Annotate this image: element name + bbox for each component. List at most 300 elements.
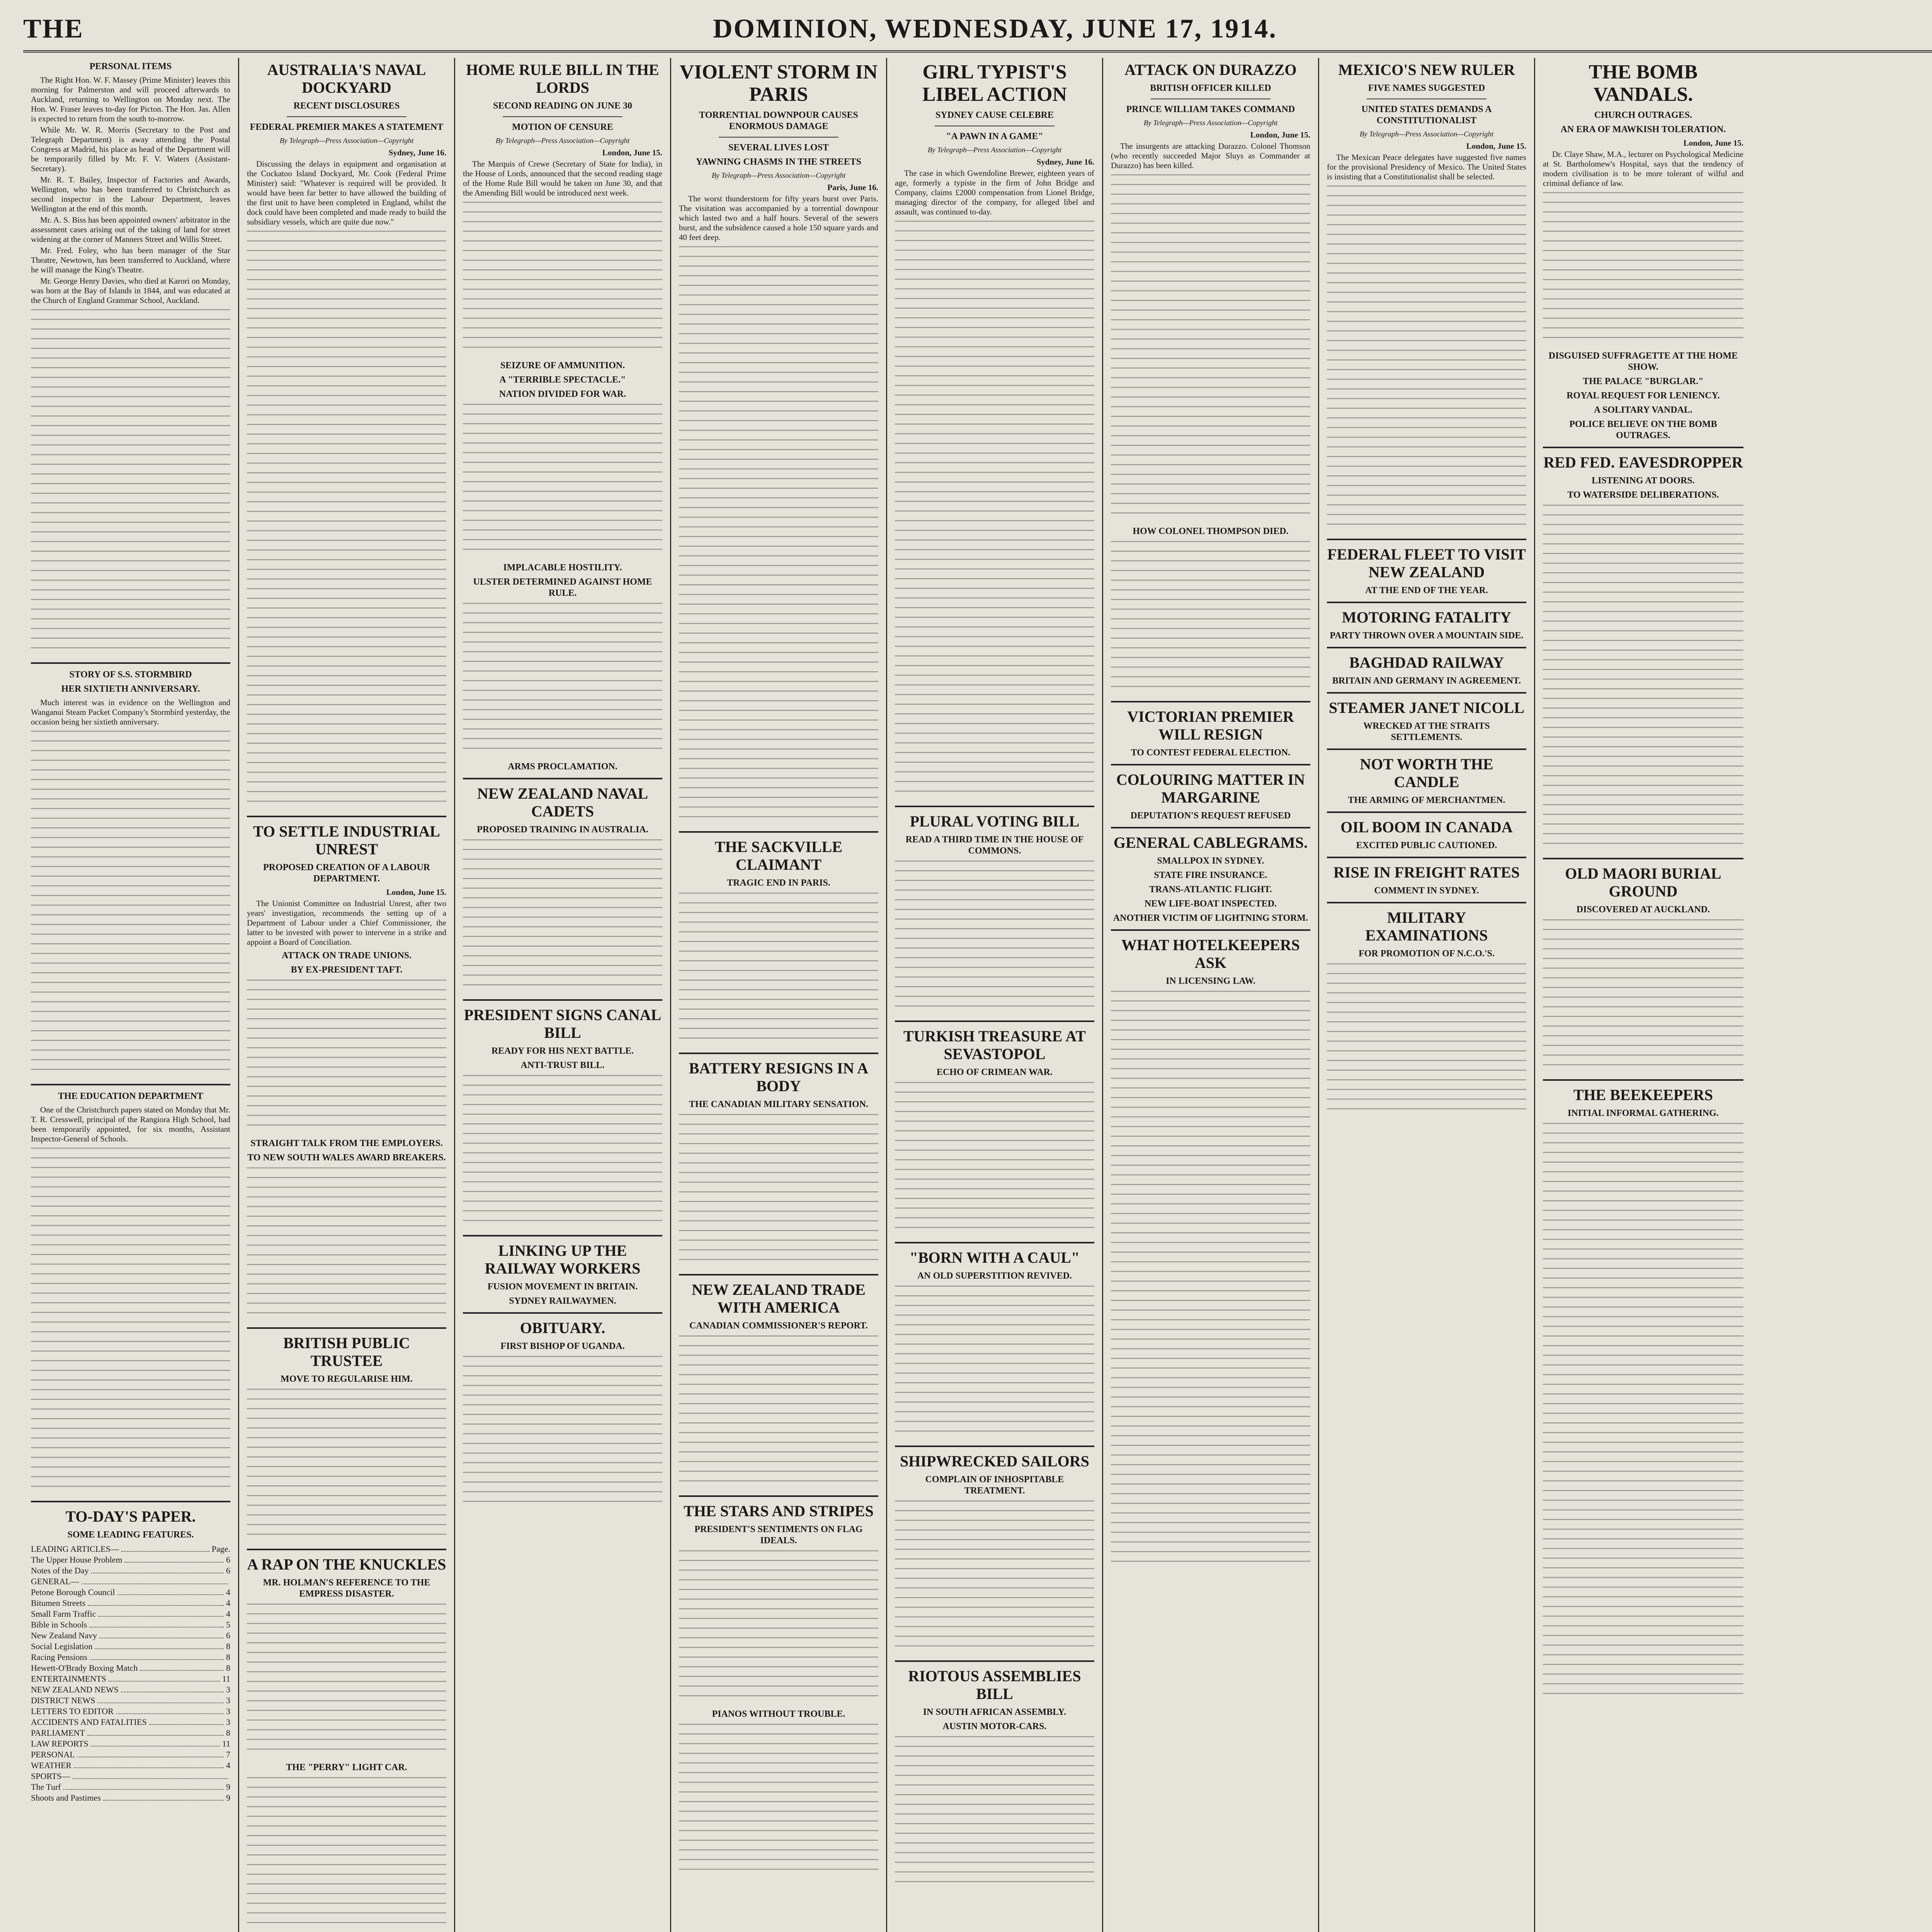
divider [895, 1446, 1094, 1447]
body-text-block [463, 603, 662, 757]
body-text-block [463, 1356, 662, 1510]
masthead-the: THE [23, 14, 84, 44]
born-with-caul-headline: "BORN WITH A CAUL" [909, 1249, 1080, 1266]
leader-dots [121, 1544, 209, 1552]
canal-bill-subheading: READY FOR HIS NEXT BATTLE. [491, 1046, 634, 1056]
divider [463, 1312, 662, 1314]
index-entry-page: 9 [226, 1793, 230, 1803]
motoring-subheading: PARTY THROWN OVER A MOUNTAIN SIDE. [1330, 631, 1524, 641]
article-paragraph: The insurgents are attacking Durazzo. Colonel Thomson (who recently succeeded Major Sluys as Commander at Durazzo) has been killed. [1111, 141, 1310, 170]
press-credit: By Telegraph—Press Association—Copyright [711, 172, 846, 180]
federal-fleet-subheading: AT THE END OF THE YEAR. [1365, 585, 1488, 595]
hostility-subheading: IMPLACABLE HOSTILITY. [503, 563, 622, 573]
index-entry-label: New Zealand Navy [31, 1631, 97, 1640]
victorian-premier-subheading: TO CONTEST FEDERAL ELECTION. [1131, 748, 1291, 758]
lives-lost-subheading: SEVERAL LIVES LOST [728, 143, 829, 153]
arms-subheading: ARMS PROCLAMATION. [508, 762, 617, 772]
index-entry-label: DISTRICT NEWS [31, 1696, 95, 1705]
index-entry-label: SPORTS— [31, 1771, 70, 1781]
leader-dots [77, 1749, 224, 1757]
body-text-block [463, 202, 662, 356]
railway-workers-subheading: FUSION MOVEMENT IN BRITAIN. [487, 1282, 638, 1292]
mexico-headline: MEXICO'S NEW RULER [1338, 61, 1515, 78]
military-exams-subheading: FOR PROMOTION OF N.C.O.'S. [1359, 949, 1495, 959]
index-entry [31, 1771, 230, 1782]
perry-car-subheading: THE "PERRY" LIGHT CAR. [286, 1762, 407, 1772]
index-entry-page: 3 [226, 1685, 230, 1694]
straight-talk-subheading: STRAIGHT TALK FROM THE EMPLOYERS. [250, 1138, 443, 1148]
todays-paper-subheading: SOME LEADING FEATURES. [67, 1530, 194, 1540]
divider [1543, 447, 1743, 448]
waterside-subheading: TO WATERSIDE DELIBERATIONS. [1567, 490, 1719, 500]
dateline: Sydney, June 16. [1036, 157, 1094, 167]
press-credit: By Telegraph—Press Association—Copyright [495, 137, 630, 145]
body-text-block [895, 1286, 1094, 1440]
leader-dots [99, 1630, 224, 1638]
divider [679, 1495, 878, 1497]
leader-dots [87, 1728, 224, 1736]
column-3 [455, 58, 671, 1932]
index-entry-page: 8 [226, 1728, 230, 1738]
leader-dots [91, 1738, 220, 1747]
divider [1327, 811, 1526, 813]
body-text-block [247, 231, 446, 810]
durazzo-subheading: BRITISH OFFICER KILLED [1150, 83, 1271, 93]
dateline: London, June 15. [1250, 130, 1310, 139]
mexico-subheading: FIVE NAMES SUGGESTED [1368, 83, 1485, 93]
mawkish-toleration-subheading: AN ERA OF MAWKISH TOLERATION. [1560, 124, 1726, 134]
divider [1111, 827, 1310, 828]
body-text-block [679, 246, 878, 826]
canal-bill-headline: PRESIDENT SIGNS CANAL BILL [464, 1006, 662, 1041]
index-entry [31, 1544, 230, 1554]
ulster-subheading: ULSTER DETERMINED AGAINST HOME RULE. [473, 577, 652, 598]
janet-nicoll-subheading: WRECKED AT THE STRAITS SETTLEMENTS. [1363, 721, 1490, 742]
divider [463, 1235, 662, 1236]
body-text-block [679, 1550, 878, 1705]
censure-subheading: MOTION OF CENSURE [512, 122, 613, 132]
index-entry-page: 3 [226, 1706, 230, 1716]
police-subheading: POLICE BELIEVE ON THE BOMB OUTRAGES. [1569, 419, 1717, 440]
body-text-block [1543, 1123, 1743, 1702]
divider [1543, 1079, 1743, 1081]
freight-rates-subheading: COMMENT IN SYDNEY. [1374, 886, 1479, 896]
dateline: London, June 15. [1683, 138, 1743, 148]
index-entry [31, 1609, 230, 1619]
column-5 [887, 58, 1103, 1932]
body-text-block [463, 1075, 662, 1230]
index-entry [31, 1630, 230, 1641]
leader-dots [63, 1782, 224, 1790]
body-text-block [1327, 963, 1526, 1118]
divider [503, 116, 622, 117]
prince-william-subheading: PRINCE WILLIAM TAKES COMMAND [1126, 104, 1295, 114]
dateline: London, June 15. [386, 888, 446, 897]
divider [895, 1242, 1094, 1243]
index-entry-page: 9 [226, 1782, 230, 1792]
divider [31, 662, 230, 664]
award-breakers-subheading: TO NEW SOUTH WALES AWARD BREAKERS. [247, 1153, 446, 1163]
leader-dots [91, 1565, 224, 1573]
candle-subheading: THE ARMING OF MERCHANTMEN. [1348, 795, 1505, 805]
index-entry-label: WEATHER [31, 1760, 72, 1770]
shipwrecked-headline: SHIPWRECKED SAILORS [900, 1452, 1090, 1470]
margarine-subheading: DEPUTATION'S REQUEST REFUSED [1130, 811, 1291, 821]
index-entry-label: Shoots and Pastimes [31, 1793, 101, 1803]
article-paragraph: The Marquis of Crewe (Secretary of State for India), in the House of Lords, announced that the second reading stage of the Home Rule Bill would be taken on June 30, and that the Amending Bill would be introduced next week. [463, 159, 662, 197]
thompson-subheading: HOW COLONEL THOMPSON DIED. [1133, 526, 1289, 536]
dateline: London, June 15. [602, 148, 662, 157]
freight-rates-headline: RISE IN FREIGHT RATES [1333, 864, 1520, 881]
federal-fleet-headline: FEDERAL FLEET TO VISIT NEW ZEALAND [1327, 546, 1526, 581]
home-rule-subheading: SECOND READING ON JUNE 30 [493, 101, 633, 111]
divided-subheading: NATION DIVIDED FOR WAR. [499, 389, 626, 399]
divider [1327, 647, 1526, 648]
margarine-headline: COLOURING MATTER IN MARGARINE [1116, 771, 1305, 806]
index-entry-label: The Upper House Problem [31, 1555, 122, 1565]
index-entry-page: 6 [226, 1566, 230, 1575]
body-text-block [895, 1082, 1094, 1236]
index-entry [31, 1587, 230, 1598]
body-text-block [1543, 192, 1743, 347]
body-text-block [31, 1148, 230, 1495]
divider [1327, 857, 1526, 858]
sackville-headline: THE SACKVILLE CLAIMANT [714, 838, 843, 873]
index-entry-label: LEADING ARTICLES— [31, 1544, 119, 1554]
body-text-block [1111, 991, 1310, 1570]
index-entry [31, 1728, 230, 1738]
press-credit: By Telegraph—Press Association—Copyright [1359, 130, 1494, 138]
index-entry [31, 1760, 230, 1771]
leader-dots [149, 1717, 224, 1725]
index-entry-page: 8 [226, 1641, 230, 1651]
index-entry-page: 5 [226, 1620, 230, 1629]
motoring-headline: MOTORING FATALITY [1342, 609, 1512, 626]
dateline: London, June 15. [1466, 141, 1526, 151]
knuckles-headline: A RAP ON THE KNUCKLES [247, 1556, 446, 1573]
dateline: Paris, June 16. [827, 183, 878, 192]
taft-subheading: BY EX-PRESIDENT TAFT. [291, 965, 403, 975]
united-states-subheading: UNITED STATES DEMANDS A CONSTITUTIONALIST [1361, 104, 1492, 126]
candle-headline: NOT WORTH THE CANDLE [1360, 755, 1493, 791]
index-entry-page: 11 [222, 1739, 230, 1748]
industrial-unrest-headline: TO SETTLE INDUSTRIAL UNREST [253, 823, 440, 858]
smallpox-subheading: SMALLPOX IN SYDNEY. [1157, 856, 1264, 866]
libel-action-headline: GIRL TYPIST'S LIBEL ACTION [922, 61, 1067, 105]
index-entry-label: ENTERTAINMENTS [31, 1674, 106, 1684]
divider [287, 116, 406, 117]
index-entry-page: 4 [226, 1587, 230, 1597]
oil-boom-subheading: EXCITED PUBLIC CAUTIONED. [1356, 840, 1497, 850]
index-entry [31, 1749, 230, 1760]
personal-paragraph: While Mr. W. R. Morris (Secretary to the Post and Telegraph Department) is away attending the Postal Congress at Madrid, his place as head of the Department will be temporarily filled by Mr. F. V. Waters (Assistant-Secretary). [31, 125, 230, 173]
index-entry-label: Hewett-O'Brady Boxing Match [31, 1663, 138, 1673]
column-1 [23, 58, 239, 1932]
maori-burial-headline: OLD MAORI BURIAL GROUND [1565, 865, 1721, 900]
stars-stripes-headline: THE STARS AND STRIPES [684, 1502, 874, 1520]
battery-headline: BATTERY RESIGNS IN A BODY [689, 1060, 869, 1095]
divider [463, 999, 662, 1001]
page-number [1851, 15, 1932, 43]
knuckles-subheading: MR. HOLMAN'S REFERENCE TO THE EMPRESS DISASTER. [263, 1578, 430, 1599]
index-entry-page: 11 [222, 1674, 230, 1684]
index-entry [31, 1717, 230, 1728]
personal-paragraph: Mr. George Henry Davies, who died at Karori on Monday, was born at the Bay of Islands in 1844, and was educated at the Church of England Grammar School, Auckland. [31, 276, 230, 305]
divider [1327, 602, 1526, 603]
riotous-assemblies-subheading: IN SOUTH AFRICAN ASSEMBLY. [923, 1707, 1066, 1717]
born-with-caul-subheading: AN OLD SUPERSTITION REVIVED. [917, 1271, 1072, 1281]
beekeepers-subheading: INITIAL INFORMAL GATHERING. [1568, 1108, 1719, 1118]
body-text-block [679, 1335, 878, 1490]
hotelkeepers-subheading: IN LICENSING LAW. [1166, 976, 1255, 986]
plural-voting-headline: PLURAL VOTING BILL [910, 813, 1080, 830]
divider [1327, 692, 1526, 694]
leader-dots [124, 1554, 224, 1563]
leader-dots [74, 1760, 224, 1768]
body-text-block [247, 1777, 446, 1932]
index-entry-label: Notes of the Day [31, 1566, 89, 1575]
obituary-headline: OBITUARY. [520, 1319, 605, 1337]
cablegrams-headline: GENERAL CABLEGRAMS. [1113, 834, 1308, 851]
bomb-vandals-headline: THE BOMB VANDALS. [1588, 61, 1698, 105]
divider [1111, 764, 1310, 765]
personal-paragraph: The Right Hon. W. F. Massey (Prime Minister) leaves this morning for Palmerston and will proceed afterwards to Auckland, returning to Wellington on Monday next. The Hon. W. Fraser leaves to-day for Picton. The Hon. Jas. Allen is expected to return from the south to-morrow. [31, 75, 230, 123]
libel-action-subheading: SYDNEY CAUSE CELEBRE [935, 110, 1054, 120]
index-entry-page: 6 [226, 1631, 230, 1640]
body-text-block [1111, 541, 1310, 696]
column-7 [1319, 58, 1535, 1932]
leader-dots [82, 1576, 228, 1584]
body-text-block [679, 1114, 878, 1269]
body-text-block [463, 404, 662, 558]
index-entry-label: The Turf [31, 1782, 61, 1792]
divider [247, 816, 446, 817]
trade-unions-subheading: ATTACK ON TRADE UNIONS. [281, 951, 412, 961]
railway-workers-headline: LINKING UP THE RAILWAY WORKERS [485, 1242, 641, 1277]
personal-paragraph: Mr. R. T. Bailey, Inspector of Factories and Awards, Wellington, who has been transferred to Christchurch as second inspector in the Labour Department, leaves Wellington at the end of this month. [31, 175, 230, 213]
body-text-block [1543, 505, 1743, 852]
body-text-block [895, 861, 1094, 1015]
naval-dockyard-subheading: RECENT DISCLOSURES [293, 101, 400, 111]
hotelkeepers-headline: WHAT HOTELKEEPERS ASK [1121, 936, 1300, 971]
leader-dots [103, 1793, 224, 1801]
divider [1543, 858, 1743, 859]
riotous-assemblies-headline: RIOTOUS ASSEMBLIES BILL [908, 1667, 1081, 1702]
federal-premier-subheading: FEDERAL PREMIER MAKES A STATEMENT [250, 122, 444, 132]
sydney-railwaymen-subheading: SYDNEY RAILWAYMEN. [509, 1296, 616, 1306]
industrial-unrest-subheading: PROPOSED CREATION OF A LABOUR DEPARTMENT. [263, 862, 430, 884]
nz-trade-headline: NEW ZEALAND TRADE WITH AMERICA [692, 1281, 866, 1316]
divider [31, 1501, 230, 1502]
index-entry-label: LAW REPORTS [31, 1739, 88, 1748]
paris-storm-headline: VIOLENT STORM IN PARIS [679, 61, 878, 105]
divider [1111, 929, 1310, 931]
seizure-subheading: SEIZURE OF AMMUNITION. [500, 361, 625, 371]
nz-trade-subheading: CANADIAN COMMISSIONER'S REPORT. [689, 1321, 868, 1331]
personal-paragraph: Mr. A. S. Biss has been appointed owners' arbitrator in the assessment cases arising out of the taking of land for street widening at the corner of Manners Street and Willis Street. [31, 215, 230, 244]
divider [247, 1549, 446, 1550]
turkish-treasure-subheading: ECHO OF CRIMEAN WAR. [936, 1067, 1053, 1077]
index-entry-page: 8 [226, 1663, 230, 1673]
index-entry [31, 1673, 230, 1684]
stormbird-paragraph: Much interest was in evidence on the Wellington and Wanganui Steam Packet Company's Stormbird yesterday, the occasion being her sixtieth anniversary. [31, 698, 230, 726]
naval-cadets-subheading: PROPOSED TRAINING IN AUSTRALIA. [477, 825, 648, 835]
article-paragraph: The Mexican Peace delegates have suggested five names for the provisional Presidency of Mexico. The United States is insisting that a Constitutionalist shall be selected. [1327, 153, 1526, 181]
index-entry [31, 1652, 230, 1663]
index-entry-page: 7 [226, 1750, 230, 1759]
victorian-premier-headline: VICTORIAN PREMIER WILL RESIGN [1127, 708, 1294, 743]
lifeboat-subheading: NEW LIFE-BOAT INSPECTED. [1144, 899, 1277, 909]
dateline: Sydney, June 16. [388, 148, 446, 157]
divider [31, 1084, 230, 1085]
leader-dots [140, 1663, 224, 1671]
body-text-block [31, 309, 230, 657]
body-text-block [1111, 174, 1310, 522]
index-entry [31, 1554, 230, 1565]
divider [1327, 539, 1526, 540]
personal-paragraph: Mr. Fred. Foley, who has been manager of the Star Theatre, Newtown, has been transferred to Auckland, where he will manage the King's Theatre. [31, 246, 230, 274]
index-entry-label: GENERAL— [31, 1577, 79, 1586]
leader-dots [90, 1652, 224, 1660]
index-entry-page: 3 [226, 1696, 230, 1705]
paris-storm-subheading: TORRENTIAL DOWNPOUR CAUSES ENORMOUS DAMAGE [699, 110, 858, 131]
solitary-vandal-subheading: A SOLITARY VANDAL. [1594, 405, 1692, 415]
body-text-block [463, 839, 662, 994]
todays-paper-heading: TO-DAY'S PAPER. [65, 1508, 196, 1525]
turkish-treasure-headline: TURKISH TREASURE AT SEVASTOPOL [903, 1027, 1086, 1063]
body-text-block [679, 893, 878, 1047]
pianos-subheading: PIANOS WITHOUT TROUBLE. [712, 1709, 845, 1719]
index-entry-label: PARLIAMENT [31, 1728, 85, 1738]
baghdad-headline: BAGHDAD RAILWAY [1349, 654, 1504, 671]
body-text-block [247, 980, 446, 1134]
baghdad-subheading: BRITAIN AND GERMANY IN AGREEMENT. [1332, 676, 1521, 686]
index-entry-page: 4 [226, 1760, 230, 1770]
body-text-block [895, 1736, 1094, 1891]
personal-items-heading: PERSONAL ITEMS [89, 61, 172, 71]
index-entry-label: Petone Borough Council [31, 1587, 115, 1597]
index-entry [31, 1641, 230, 1652]
leader-dots [88, 1598, 224, 1606]
public-trustee-subheading: MOVE TO REGULARISE HIM. [281, 1374, 413, 1384]
stormbird-heading: STORY OF S.S. STORMBIRD [69, 670, 192, 680]
press-credit: By Telegraph—Press Association—Copyright [1143, 119, 1278, 127]
index-entry-label: ACCIDENTS AND FATALITIES [31, 1717, 147, 1727]
naval-cadets-headline: NEW ZEALAND NAVAL CADETS [477, 785, 648, 820]
stars-stripes-subheading: PRESIDENT'S SENTIMENTS ON FLAG IDEALS. [694, 1524, 863, 1546]
maori-burial-subheading: DISCOVERED AT AUCKLAND. [1576, 905, 1710, 915]
index-entry-label: Racing Pensions [31, 1652, 88, 1662]
palace-burglar-subheading: THE PALACE "BURGLAR." [1583, 376, 1704, 386]
durazzo-headline: ATTACK ON DURAZZO [1124, 61, 1297, 78]
leader-dots [89, 1619, 224, 1628]
leniency-subheading: ROYAL REQUEST FOR LENIENCY. [1566, 391, 1720, 401]
fire-insurance-subheading: STATE FIRE INSURANCE. [1154, 870, 1267, 880]
spectacle-subheading: A "TERRIBLE SPECTACLE." [499, 375, 626, 385]
military-exams-headline: MILITARY EXAMINATIONS [1365, 909, 1488, 944]
masthead [23, 8, 1932, 53]
index-entry [31, 1793, 230, 1803]
plural-voting-subheading: READ A THIRD TIME IN THE HOUSE OF COMMONS. [905, 835, 1084, 856]
index-entry [31, 1706, 230, 1717]
press-credit: By Telegraph—Press Association—Copyright [279, 137, 414, 145]
index-entry [31, 1619, 230, 1630]
index-entry-label: Social Legislation [31, 1641, 93, 1651]
body-text-block [895, 1500, 1094, 1655]
obituary-subheading: FIRST BISHOP OF UGANDA. [500, 1341, 625, 1351]
column-6 [1103, 58, 1319, 1932]
column-4 [671, 58, 887, 1932]
index-entry [31, 1576, 230, 1587]
index-entry [31, 1695, 230, 1706]
index-entry-label: Small Farm Traffic [31, 1609, 96, 1619]
index-entry-label: Bitumen Streets [31, 1598, 86, 1608]
naval-dockyard-headline: AUSTRALIA'S NAVAL DOCKYARD [267, 61, 426, 96]
columns [23, 58, 1932, 1932]
divider [895, 1020, 1094, 1022]
leader-dots [117, 1587, 224, 1595]
article-paragraph: Dr. Claye Shaw, M.A., lecturer on Psychological Medicine at St. Bartholomew's Hospital, says that the tendency of modern civilisation is to be more tolerant of wilful and criminal defiance of law. [1543, 150, 1743, 188]
stormbird-subheading: HER SIXTIETH ANNIVERSARY. [61, 684, 200, 694]
beekeepers-headline: THE BEEKEEPERS [1573, 1086, 1713, 1104]
leader-dots [116, 1706, 224, 1714]
leader-dots [121, 1684, 224, 1692]
masthead-title: DOMINION, WEDNESDAY, JUNE 17, 1914. [713, 14, 1277, 44]
austin-cars-subheading: AUSTIN MOTOR-CARS. [942, 1721, 1047, 1731]
index-entry-page: 8 [226, 1652, 230, 1662]
public-trustee-headline: BRITISH PUBLIC TRUSTEE [283, 1334, 410, 1369]
divider [1327, 902, 1526, 903]
column-8 [1535, 58, 1751, 1932]
index-entry [31, 1598, 230, 1609]
eavesdropper-headline: RED FED. EAVESDROPPER [1543, 454, 1743, 471]
index-entry-label: NEW ZEALAND NEWS [31, 1685, 119, 1694]
leader-dots [98, 1609, 224, 1617]
divider [895, 1660, 1094, 1662]
index-entry-label: Bible in Schools [31, 1620, 87, 1629]
index-entry [31, 1663, 230, 1673]
index-entry-page: 3 [226, 1717, 230, 1727]
leader-dots [95, 1641, 224, 1649]
index-entry [31, 1782, 230, 1793]
sackville-subheading: TRAGIC END IN PARIS. [727, 878, 830, 888]
index-entry-label: LETTERS TO EDITOR [31, 1706, 114, 1716]
divider [719, 137, 838, 138]
column-2 [239, 58, 455, 1932]
index-entry-page: 4 [226, 1598, 230, 1608]
body-text-block [247, 1389, 446, 1543]
leader-dots [97, 1695, 224, 1703]
divider [679, 831, 878, 833]
shipwrecked-subheading: COMPLAIN OF INHOSPITABLE TREATMENT. [925, 1475, 1064, 1496]
home-rule-headline: HOME RULE BILL IN THE LORDS [466, 61, 659, 96]
index-entry-page: 6 [226, 1555, 230, 1565]
contents-index [31, 1544, 230, 1803]
index-entry [31, 1684, 230, 1695]
body-text-block [31, 731, 230, 1078]
press-credit: By Telegraph—Press Association—Copyright [927, 146, 1062, 154]
index-entry-page: 4 [226, 1609, 230, 1619]
lightning-subheading: ANOTHER VICTIM OF LIGHTNING STORM. [1113, 913, 1308, 923]
article-paragraph: The case in which Gwendoline Brewer, eighteen years of age, formerly a typiste in the firm of John Bridge and Company, claims £2000 compensation from Lionel Bridge, managing director of the company, for alleged libel and assault, was continued to-day. [895, 168, 1094, 216]
education-heading: THE EDUCATION DEPARTMENT [58, 1091, 203, 1101]
body-text-block [895, 221, 1094, 800]
battery-subheading: THE CANADIAN MILITARY SENSATION. [689, 1099, 869, 1109]
leader-dots [72, 1771, 228, 1779]
index-entry [31, 1738, 230, 1749]
body-text-block [1543, 919, 1743, 1074]
divider [1111, 701, 1310, 702]
